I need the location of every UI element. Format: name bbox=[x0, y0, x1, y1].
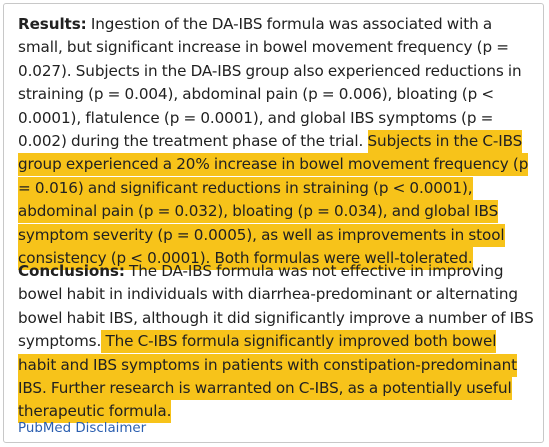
conclusions-paragraph bbox=[18, 260, 538, 424]
conclusions-text: The DA-IBS formula was not effective in improving bowel habit in individuals with diarrhea-predominant or alternating bowel habit IBS, although it did significantly improve a number of IBS symptoms. bbox=[18, 262, 534, 351]
results-highlighted-text: Subjects in the C-IBS group experienced a 20% increase in bowel movement frequency (p = 0.016) and significant reductions in straining (p < 0.0001), abdominal pain (p = 0.032), bloating (p = 0.034), and global IBS symptom severity (p = 0.0005), as well as improvements in stool consistency (p < 0.0001). Both formulas were well-tolerated. bbox=[18, 130, 528, 270]
results-text: Ingestion of the DA-IBS formula was associated with a small, but significant increase in bowel movement frequency (p = 0.027). Subjects in the DA-IBS group also experienced reductions in straining (p = 0.004), abdominal pain (p = 0.006), bloating (p < 0.0001), flatulence (p = 0.0001), and global IBS symptoms (p = 0.002) during the treatment phase of the trial. bbox=[18, 15, 522, 151]
abstract-card bbox=[3, 3, 544, 443]
conclusions-highlighted-text: The C-IBS formula significantly improved both bowel habit and IBS symptoms in patients with constipation-predominant IBS. Further research is warranted on C-IBS, as a potentially useful therapeutic formula. bbox=[18, 330, 517, 423]
results-paragraph bbox=[18, 13, 538, 270]
conclusions-label: Conclusions: bbox=[18, 262, 125, 280]
results-label: Results: bbox=[18, 15, 87, 33]
pubmed-disclaimer-link[interactable]: PubMed Disclaimer bbox=[18, 421, 147, 436]
